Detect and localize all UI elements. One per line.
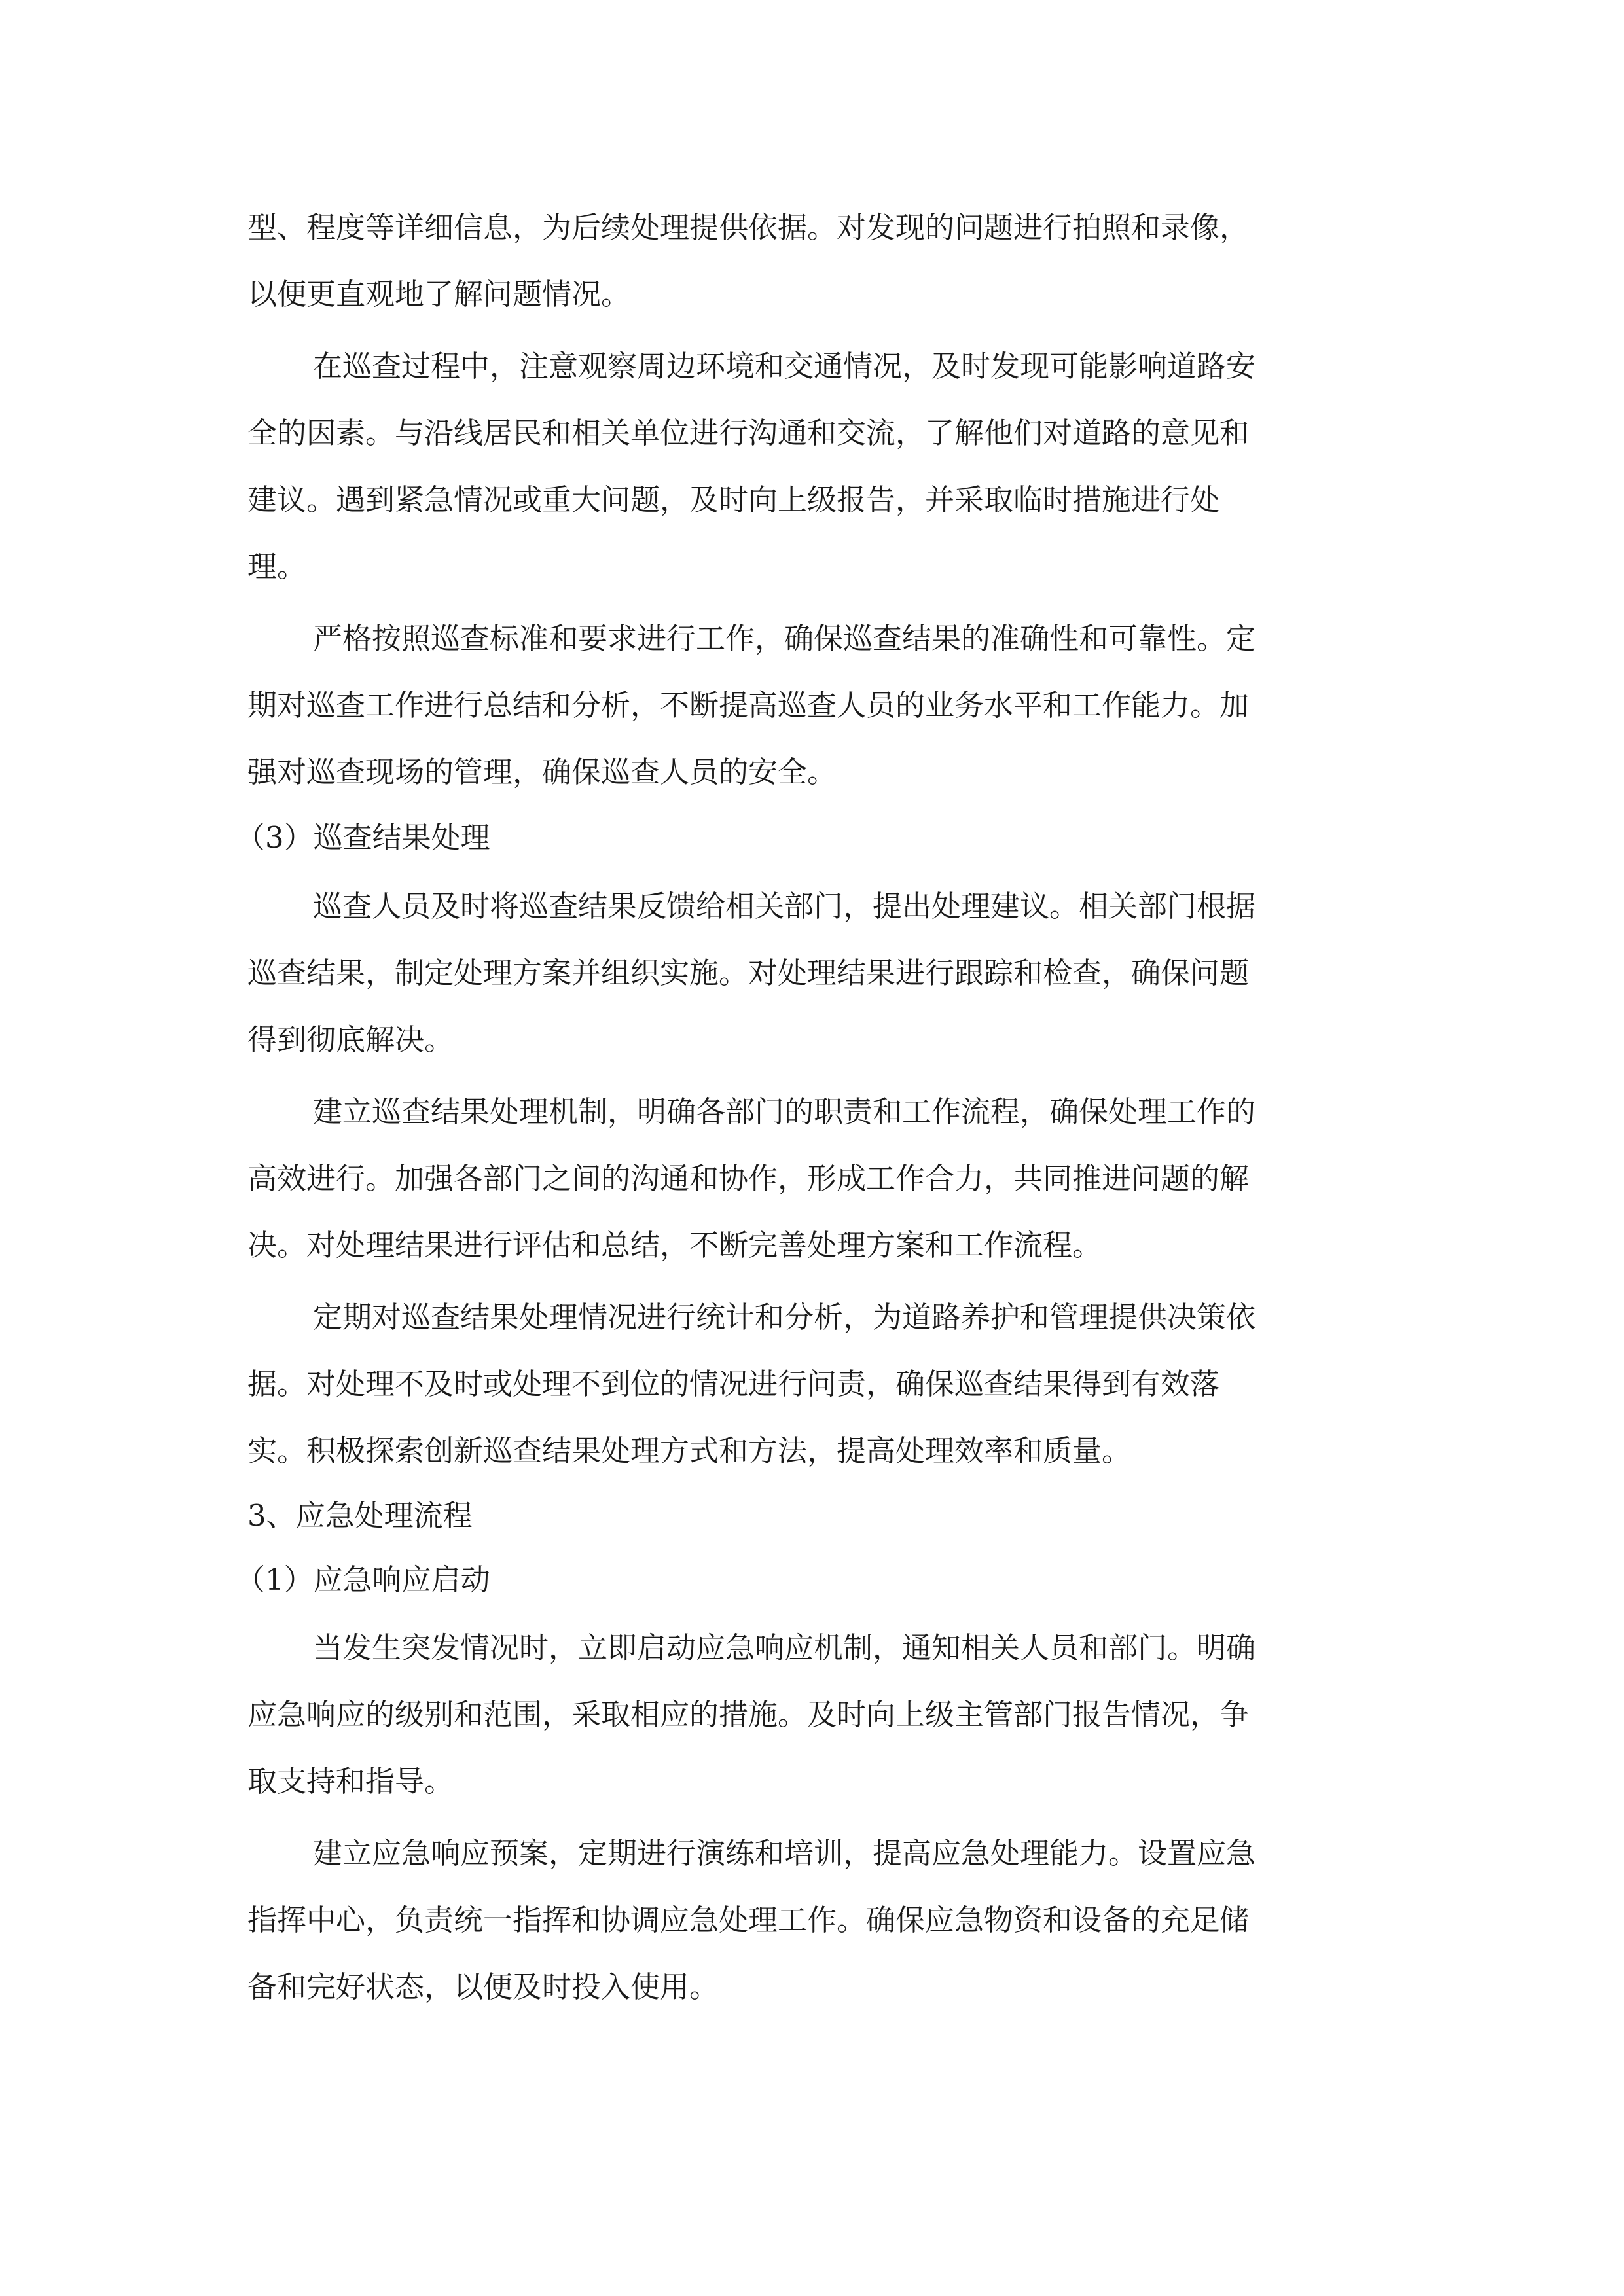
paragraph-first-line: 严格按照巡查标准和要求进行工作，确保巡查结果的准确性和可靠性。定 xyxy=(313,621,1256,656)
body-text-line: 期对巡查工作进行总结和分析，不断提高巡查人员的业务水平和工作能力。加 xyxy=(247,688,1250,723)
paragraph-first-line: 建立应急响应预案，定期进行演练和培训，提高应急处理能力。设置应急 xyxy=(313,1836,1256,1871)
body-text-line: 取支持和指导。 xyxy=(247,1764,454,1799)
body-text-line: 应急响应的级别和范围，采取相应的措施。及时向上级主管部门报告情况，争 xyxy=(247,1697,1250,1732)
body-text-line: 决。对处理结果进行评估和总结，不断完善处理方案和工作流程。 xyxy=(247,1228,1102,1263)
paragraph-first-line: 巡查人员及时将巡查结果反馈给相关部门，提出处理建议。相关部门根据 xyxy=(313,889,1256,924)
body-text-line: 据。对处理不及时或处理不到位的情况进行问责，确保巡查结果得到有效落 xyxy=(247,1367,1220,1401)
paragraph-first-line: 定期对巡查结果处理情况进行统计和分析，为道路养护和管理提供决策依 xyxy=(313,1300,1256,1335)
body-text-line: 强对巡查现场的管理，确保巡查人员的安全。 xyxy=(247,755,837,789)
body-text-line: 理。 xyxy=(247,549,307,584)
body-text-line: 巡查结果，制定处理方案并组织实施。对处理结果进行跟踪和检查，确保问题 xyxy=(247,956,1250,990)
paragraph-first-line: 在巡查过程中，注意观察周边环境和交通情况，及时发现可能影响道路安 xyxy=(313,349,1256,384)
body-text-line: 指挥中心，负责统一指挥和协调应急处理工作。确保应急物资和设备的充足储 xyxy=(247,1903,1250,1937)
body-text-line: 得到彻底解决。 xyxy=(247,1022,454,1057)
body-text-line: 备和完好状态，以便及时投入使用。 xyxy=(247,1969,719,2004)
body-text-line: 实。积极探索创新巡查结果处理方式和方法，提高处理效率和质量。 xyxy=(247,1433,1132,1468)
subsection-heading: （3）巡查结果处理 xyxy=(236,820,490,855)
section-heading: 3、应急处理流程 xyxy=(247,1498,473,1533)
body-text-line: 高效进行。加强各部门之间的沟通和协作，形成工作合力，共同推进问题的解 xyxy=(247,1161,1250,1196)
body-text-line: 建议。遇到紧急情况或重大问题，及时向上级报告，并采取临时措施进行处 xyxy=(247,482,1220,517)
paragraph-first-line: 当发生突发情况时，立即启动应急响应机制，通知相关人员和部门。明确 xyxy=(313,1630,1256,1665)
paragraph-first-line: 建立巡查结果处理机制，明确各部门的职责和工作流程，确保处理工作的 xyxy=(313,1094,1256,1129)
subsection-heading: （1）应急响应启动 xyxy=(236,1562,490,1597)
body-text-line: 全的因素。与沿线居民和相关单位进行沟通和交流，了解他们对道路的意见和 xyxy=(247,416,1250,450)
body-text-line: 型、程度等详细信息，为后续处理提供依据。对发现的问题进行拍照和录像， xyxy=(247,210,1250,245)
body-text-line: 以便更直观地了解问题情况。 xyxy=(247,277,631,312)
